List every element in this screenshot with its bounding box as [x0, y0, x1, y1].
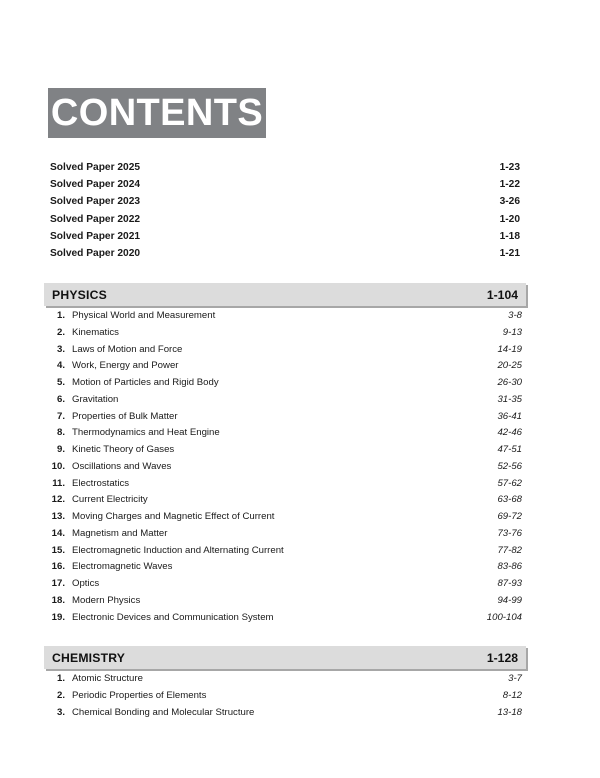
chapter-row[interactable] — [44, 545, 526, 562]
chapter-number: 1. — [56, 673, 65, 684]
chapter-row[interactable] — [44, 461, 526, 478]
chapter-number: 2. — [56, 326, 65, 338]
section-page-range: 1-128 — [486, 650, 518, 665]
chapter-title: Current Electricity — [72, 494, 148, 506]
chapter-number: 2. — [56, 689, 65, 701]
chapter-number: 3. — [56, 343, 65, 355]
chapter-number: 12. — [51, 494, 65, 506]
chapter-title: Atomic Structure — [72, 673, 143, 684]
chapter-title: Electromagnetic Induction and Alternating Current — [72, 544, 284, 556]
chapter-row[interactable] — [44, 444, 526, 461]
solved-paper-row[interactable] — [50, 248, 520, 265]
chapter-row[interactable] — [44, 494, 526, 511]
chapter-number: 15. — [51, 544, 65, 556]
chapter-number: 13. — [51, 511, 65, 522]
chapter-page-range: 3-8 — [508, 310, 522, 321]
chapter-list — [44, 669, 526, 723]
chapter-title: Electronic Devices and Communication System — [72, 611, 274, 623]
chapter-title: Periodic Properties of Elements — [72, 689, 207, 701]
chapter-title: Thermodynamics and Heat Engine — [72, 427, 220, 439]
chapter-row[interactable] — [44, 344, 526, 361]
chapter-title: Electrostatics — [72, 477, 130, 489]
chapter-title: Modern Physics — [72, 594, 141, 606]
section-page-range: 1-104 — [486, 287, 518, 302]
solved-paper-title: Solved Paper 2023 — [50, 196, 141, 208]
chapter-number: 14. — [51, 527, 65, 539]
contents-title-block — [48, 88, 266, 138]
solved-paper-pages: 1-18 — [499, 230, 520, 242]
chapter-page-range: 83-86 — [497, 561, 522, 573]
chapter-page-range: 69-72 — [497, 511, 522, 522]
chapter-page-range: 20-25 — [497, 360, 522, 372]
solved-papers-list — [50, 162, 520, 265]
section-title: CHEMISTRY — [52, 650, 126, 665]
solved-paper-row[interactable] — [50, 231, 520, 248]
chapter-page-range: 47-51 — [497, 444, 522, 455]
chapter-title: Optics — [72, 578, 100, 589]
solved-paper-title: Solved Paper 2024 — [50, 179, 141, 191]
chapter-title: Kinetic Theory of Gases — [72, 444, 175, 455]
chapter-page-range: 9-13 — [502, 326, 522, 338]
chapter-number: 11. — [52, 477, 65, 489]
chapter-number: 7. — [56, 410, 65, 422]
section-title: PHYSICS — [52, 287, 107, 302]
chapter-row[interactable] — [44, 511, 526, 528]
chapter-row[interactable] — [44, 707, 526, 724]
chapter-number: 9. — [56, 444, 65, 455]
chapter-page-range: 63-68 — [497, 494, 522, 506]
page-title: CONTENTS — [50, 92, 264, 134]
chapter-row[interactable] — [44, 327, 526, 344]
chapter-page-range: 14-19 — [497, 343, 522, 355]
chapter-title: Moving Charges and Magnetic Effect of Current — [72, 511, 275, 522]
chapter-page-range: 52-56 — [497, 460, 522, 472]
chapter-number: 6. — [56, 393, 65, 405]
chapter-row[interactable] — [44, 673, 526, 690]
chapter-row[interactable] — [44, 478, 526, 495]
solved-paper-row[interactable] — [50, 162, 520, 179]
solved-paper-pages: 1-20 — [499, 213, 520, 225]
solved-paper-title: Solved Paper 2025 — [50, 162, 141, 173]
chapter-row[interactable] — [44, 578, 526, 595]
solved-paper-pages: 1-22 — [499, 179, 520, 191]
chapter-title: Electromagnetic Waves — [72, 561, 173, 573]
chapter-title: Physical World and Measurement — [72, 310, 216, 321]
chapter-page-range: 42-46 — [497, 427, 522, 439]
chapter-row[interactable] — [44, 427, 526, 444]
chapter-title: Gravitation — [72, 393, 119, 405]
chapter-page-range: 77-82 — [497, 544, 522, 556]
chapter-row[interactable] — [44, 561, 526, 578]
chapter-number: 18. — [51, 594, 65, 606]
solved-paper-title: Solved Paper 2020 — [50, 247, 141, 259]
chapter-number: 1. — [56, 310, 65, 321]
chapter-number: 16. — [51, 561, 65, 573]
chapter-title: Laws of Motion and Force — [72, 343, 183, 355]
chapter-page-range: 94-99 — [497, 594, 522, 606]
chapter-page-range: 57-62 — [497, 477, 522, 489]
chapter-page-range: 26-30 — [497, 377, 522, 388]
chapter-number: 8. — [56, 427, 65, 439]
chapter-page-range: 87-93 — [497, 578, 522, 589]
chapter-page-range: 73-76 — [497, 527, 522, 539]
chapter-row[interactable] — [44, 595, 526, 612]
subject-section-physics — [44, 283, 526, 628]
chapter-title: Properties of Bulk Matter — [72, 410, 178, 422]
chapter-page-range: 13-18 — [497, 706, 522, 718]
chapter-number: 5. — [56, 377, 65, 388]
solved-paper-title: Solved Paper 2022 — [50, 213, 141, 225]
solved-paper-pages: 1-21 — [499, 247, 520, 259]
chapter-page-range: 36-41 — [497, 410, 522, 422]
chapter-row[interactable] — [44, 612, 526, 629]
chapter-page-range: 8-12 — [502, 689, 522, 701]
section-header-bar[interactable] — [44, 283, 526, 306]
chapter-title: Oscillations and Waves — [72, 460, 172, 472]
chapter-row[interactable] — [44, 411, 526, 428]
chapter-row[interactable] — [44, 690, 526, 707]
chapter-row[interactable] — [44, 377, 526, 394]
chapter-number: 19. — [51, 611, 65, 623]
chapter-title: Work, Energy and Power — [72, 360, 179, 372]
chapter-title: Magnetism and Matter — [72, 527, 168, 539]
chapter-title: Motion of Particles and Rigid Body — [72, 377, 219, 388]
chapter-page-range: 31-35 — [497, 393, 522, 405]
solved-paper-pages: 3-26 — [499, 196, 520, 208]
chapter-number: 3. — [56, 706, 65, 718]
chapter-row[interactable] — [44, 360, 526, 377]
subject-section-chemistry — [44, 646, 526, 723]
chapter-list — [44, 306, 526, 628]
chapter-title: Chemical Bonding and Molecular Structure — [72, 706, 255, 718]
chapter-number: 17. — [51, 578, 65, 589]
solved-paper-title: Solved Paper 2021 — [50, 230, 141, 242]
chapter-page-range: 3-7 — [508, 673, 522, 684]
chapter-number: 4. — [56, 360, 65, 372]
chapter-page-range: 100-104 — [486, 611, 522, 623]
section-header-bar[interactable] — [44, 646, 526, 669]
solved-paper-row[interactable] — [50, 214, 520, 231]
chapter-row[interactable] — [44, 310, 526, 327]
chapter-row[interactable] — [44, 394, 526, 411]
chapter-number: 10. — [51, 460, 65, 472]
chapter-title: Kinematics — [72, 326, 119, 338]
solved-paper-row[interactable] — [50, 196, 520, 213]
solved-paper-row[interactable] — [50, 179, 520, 196]
chapter-row[interactable] — [44, 528, 526, 545]
solved-paper-pages: 1-23 — [499, 162, 520, 173]
